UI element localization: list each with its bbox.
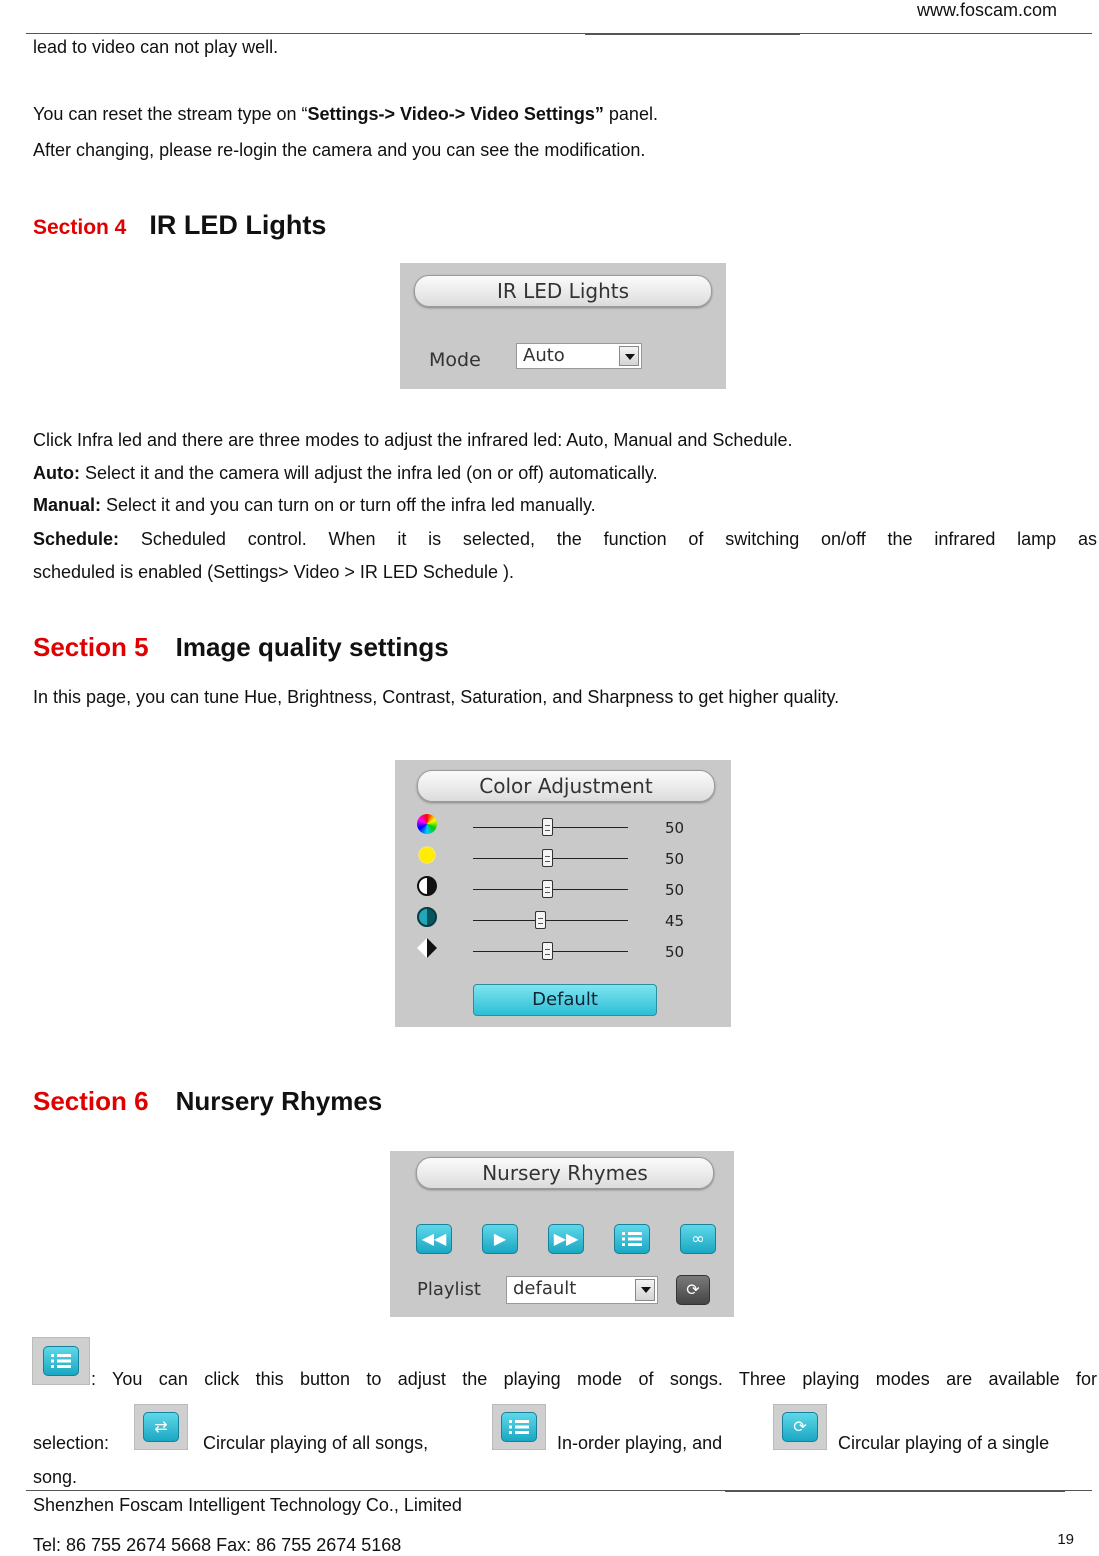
mode-select-value: Auto <box>523 345 565 366</box>
play-mode-icon[interactable] <box>614 1224 650 1254</box>
header-rule-accent <box>585 33 800 35</box>
hue-icon <box>417 814 437 834</box>
sharpness-icon <box>417 938 437 958</box>
ir-auto-line: Auto: Select it and the camera will adjust the infra led (on or off) automatically. <box>33 463 658 483</box>
playlist-select[interactable] <box>506 1276 658 1304</box>
previous-icon[interactable]: ◀◀ <box>416 1224 452 1254</box>
intro-line-3: After changing, please re-login the camera and you can see the modification. <box>33 140 646 160</box>
section-number: Section 5 <box>33 632 149 662</box>
list-icon <box>43 1346 79 1376</box>
ir-led-panel-title[interactable]: IR LED Lights <box>414 275 712 307</box>
inline-play-mode-icon <box>32 1337 90 1385</box>
footer-rule-accent <box>725 1490 1065 1492</box>
section-title: Nursery Rhymes <box>175 1086 383 1116</box>
list-icon <box>501 1412 537 1442</box>
contrast-slider-knob[interactable] <box>542 880 553 898</box>
inline-circular-single-icon <box>773 1404 827 1450</box>
ir-led-panel <box>400 263 726 389</box>
ir-schedule-line: Schedule: Scheduled control. When it is selected, the function of switching on/off the infrared lamp as <box>33 529 1097 549</box>
header-url: www.foscam.com <box>916 0 1057 20</box>
contrast-value: 50 <box>665 881 685 899</box>
song-word: song. <box>33 1467 78 1487</box>
saturation-slider-track[interactable] <box>473 920 628 921</box>
playlist-label: Playlist <box>417 1279 481 1300</box>
footer-company: Shenzhen Foscam Intelligent Technology Co., Limited <box>33 1495 462 1515</box>
inline-in-order-icon <box>492 1404 546 1450</box>
play-icon[interactable]: ▶ <box>482 1224 518 1254</box>
saturation-value: 45 <box>665 912 685 930</box>
ir-manual-line: Manual: Select it and you can turn on or turn off the infra led manually. <box>33 495 596 515</box>
saturation-icon <box>417 907 437 927</box>
play-mode-desc: : You can click this button to adjust the playing mode of songs. Three playing modes are available for <box>91 1369 1097 1389</box>
nursery-rhymes-title[interactable]: Nursery Rhymes <box>416 1157 714 1189</box>
chevron-down-icon[interactable] <box>619 346 639 366</box>
sharpness-slider-knob[interactable] <box>542 942 553 960</box>
brightness-value: 50 <box>665 850 685 868</box>
default-button[interactable]: Default <box>473 984 657 1016</box>
sharpness-value: 50 <box>665 943 685 961</box>
saturation-slider-knob[interactable] <box>535 911 546 929</box>
next-icon[interactable]: ▶▶ <box>548 1224 584 1254</box>
section-4-heading <box>33 210 327 240</box>
page-number: 19 <box>1057 1531 1074 1548</box>
refresh-icon[interactable]: ⟳ <box>676 1275 710 1305</box>
list-icon <box>621 1231 643 1247</box>
color-adjustment-panel <box>395 760 731 1027</box>
selection-label: selection: <box>33 1433 110 1453</box>
mode-select[interactable] <box>516 343 642 369</box>
hue-slider-knob[interactable] <box>542 818 553 836</box>
color-adjustment-title[interactable]: Color Adjustment <box>417 770 715 802</box>
section-6-heading <box>33 1086 383 1116</box>
contrast-icon <box>417 876 437 896</box>
ir-desc: Click Infra led and there are three modes to adjust the infrared led: Auto, Manual and Schedule. <box>33 430 793 450</box>
mode-circular-all: Circular playing of all songs, <box>203 1433 429 1453</box>
section-title: Image quality settings <box>175 632 449 662</box>
image-quality-desc: In this page, you can tune Hue, Brightness, Contrast, Saturation, and Sharpness to get higher quality. <box>33 687 840 707</box>
header-rule <box>26 33 1092 34</box>
repeat-all-icon: ⇄ <box>143 1412 179 1442</box>
section-title: IR LED Lights <box>149 210 327 240</box>
loop-icon[interactable]: ∞ <box>680 1224 716 1254</box>
hue-value: 50 <box>665 819 685 837</box>
section-number: Section 6 <box>33 1086 149 1116</box>
section-number: Section 4 <box>33 216 127 239</box>
nursery-rhymes-panel <box>390 1151 734 1317</box>
brightness-icon <box>417 845 437 865</box>
mode-in-order: In-order playing, and <box>557 1433 723 1453</box>
chevron-down-icon[interactable] <box>635 1279 655 1301</box>
repeat-one-icon: ⟳ <box>782 1412 818 1442</box>
playlist-select-value: default <box>513 1278 577 1299</box>
brightness-slider-knob[interactable] <box>542 849 553 867</box>
footer-contact: Tel: 86 755 2674 5668 Fax: 86 755 2674 5168 <box>33 1535 402 1555</box>
inline-circular-all-icon <box>134 1404 188 1450</box>
intro-line-2: You can reset the stream type on “Settings-> Video-> Video Settings” panel. <box>33 104 658 124</box>
mode-label: Mode <box>429 349 481 371</box>
mode-circular-single: Circular playing of a single <box>838 1433 1050 1453</box>
intro-line-1: lead to video can not play well. <box>33 37 279 57</box>
section-5-heading <box>33 632 449 662</box>
ir-schedule-line-2: scheduled is enabled (Settings> Video > IR LED Schedule ). <box>33 562 514 582</box>
